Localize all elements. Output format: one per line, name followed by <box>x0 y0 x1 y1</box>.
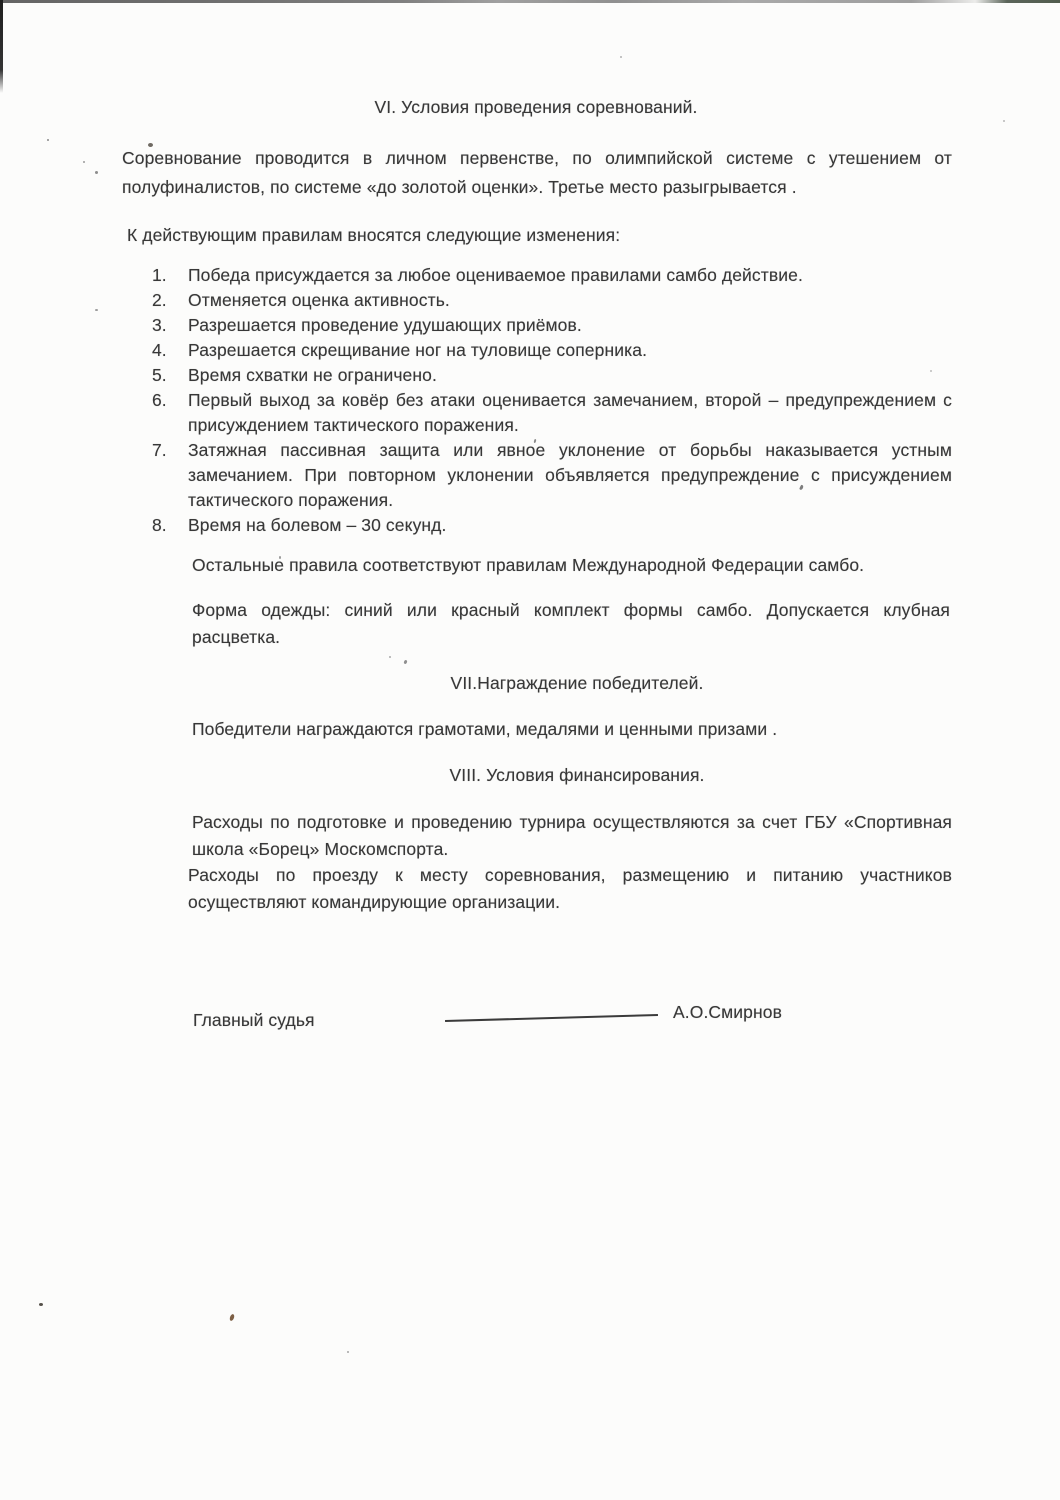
funding-paragraph-1: Расходы по подготовке и проведению турнира осуществляются за счет ГБУ «Спортивная школа «Борец» Москомспорта. <box>192 812 952 859</box>
awards-paragraph: Победители награждаются грамотами, медалями и ценными призами . <box>192 719 778 739</box>
rule-text: Время схватки не ограничено. <box>188 365 437 385</box>
rule-number: 8. <box>152 515 167 535</box>
rule-item-8 <box>152 513 952 538</box>
scan-speck <box>95 309 98 311</box>
scan-speck <box>347 1351 349 1353</box>
rule-number: 3. <box>152 315 167 335</box>
scan-speck <box>389 656 391 658</box>
rule-number: 4. <box>152 340 167 360</box>
scan-edge-left-artifact <box>0 0 3 93</box>
scan-speck <box>620 56 622 58</box>
rule-text: Разрешается проведение удушающих приёмов. <box>188 315 582 335</box>
signature-name: А.О.Смирнов <box>673 1002 782 1022</box>
signature-line <box>445 1014 658 1022</box>
rule-number: 5. <box>152 365 167 385</box>
rule-item-7 <box>152 438 952 513</box>
rule-item-3 <box>152 313 952 338</box>
signature-role-label: Главный судья <box>193 1010 315 1030</box>
rule-changes-list <box>152 263 952 538</box>
rule-item-2 <box>152 288 952 313</box>
rule-item-1 <box>152 263 952 288</box>
scan-edge-top-artifact <box>0 0 1060 3</box>
section-heading-viii: VIII. Условия финансирования. <box>449 765 705 785</box>
rule-number: 7. <box>152 440 167 460</box>
rule-number: 6. <box>152 390 167 410</box>
rule-text: Отменяется оценка активность. <box>188 290 450 310</box>
scan-speck <box>83 161 85 163</box>
scan-speck <box>95 171 98 174</box>
rule-text: Первый выход за ковёр без атаки оценивается замечанием, второй – предупреждением с присуждением тактического поражения. <box>188 390 952 435</box>
section-heading-vi: VI. Условия проведения соревнований. <box>374 97 698 117</box>
scan-speck <box>229 1314 235 1322</box>
scan-speck <box>403 660 407 665</box>
scan-speck <box>39 1303 43 1306</box>
rule-number: 2. <box>152 290 167 310</box>
rule-number: 1. <box>152 265 167 285</box>
scan-speck <box>1003 120 1005 122</box>
scan-speck <box>47 139 49 141</box>
uniform-paragraph: Форма одежды: синий или красный комплект формы самбо. Допускается клубная расцветка. <box>192 600 950 647</box>
rule-item-5 <box>152 363 952 388</box>
funding-paragraph-2: Расходы по проезду к месту соревнования, размещению и питанию участников осуществляют командирующие организации. <box>188 865 952 912</box>
rule-text: Время на болевом – 30 секунд. <box>188 515 447 535</box>
changes-intro-paragraph: К действующим правилам вносятся следующие изменения: <box>127 225 621 245</box>
rule-text: Разрешается скрещивание ног на туловище соперника. <box>188 340 648 360</box>
intro-paragraph: Соревнование проводится в личном первенстве, по олимпийской системе с утешением от полуфиналистов, по системе «до золотой оценки». Третье место разыгрывается . <box>122 148 952 197</box>
rule-item-4 <box>152 338 952 363</box>
section-heading-vii: VII.Награждение победителей. <box>450 673 704 693</box>
rule-text: Победа присуждается за любое оцениваемое правилами самбо действие. <box>188 265 803 285</box>
other-rules-paragraph: Остальные правила соответствуют правилам Международной Федерации самбо. <box>192 555 865 575</box>
rule-item-6 <box>152 388 952 438</box>
rule-text: Затяжная пассивная защита или явное уклонение от борьбы наказывается устным замечанием. При повторном уклонении объявляется предупреждение с присуждением тактического поражения. <box>188 440 952 510</box>
